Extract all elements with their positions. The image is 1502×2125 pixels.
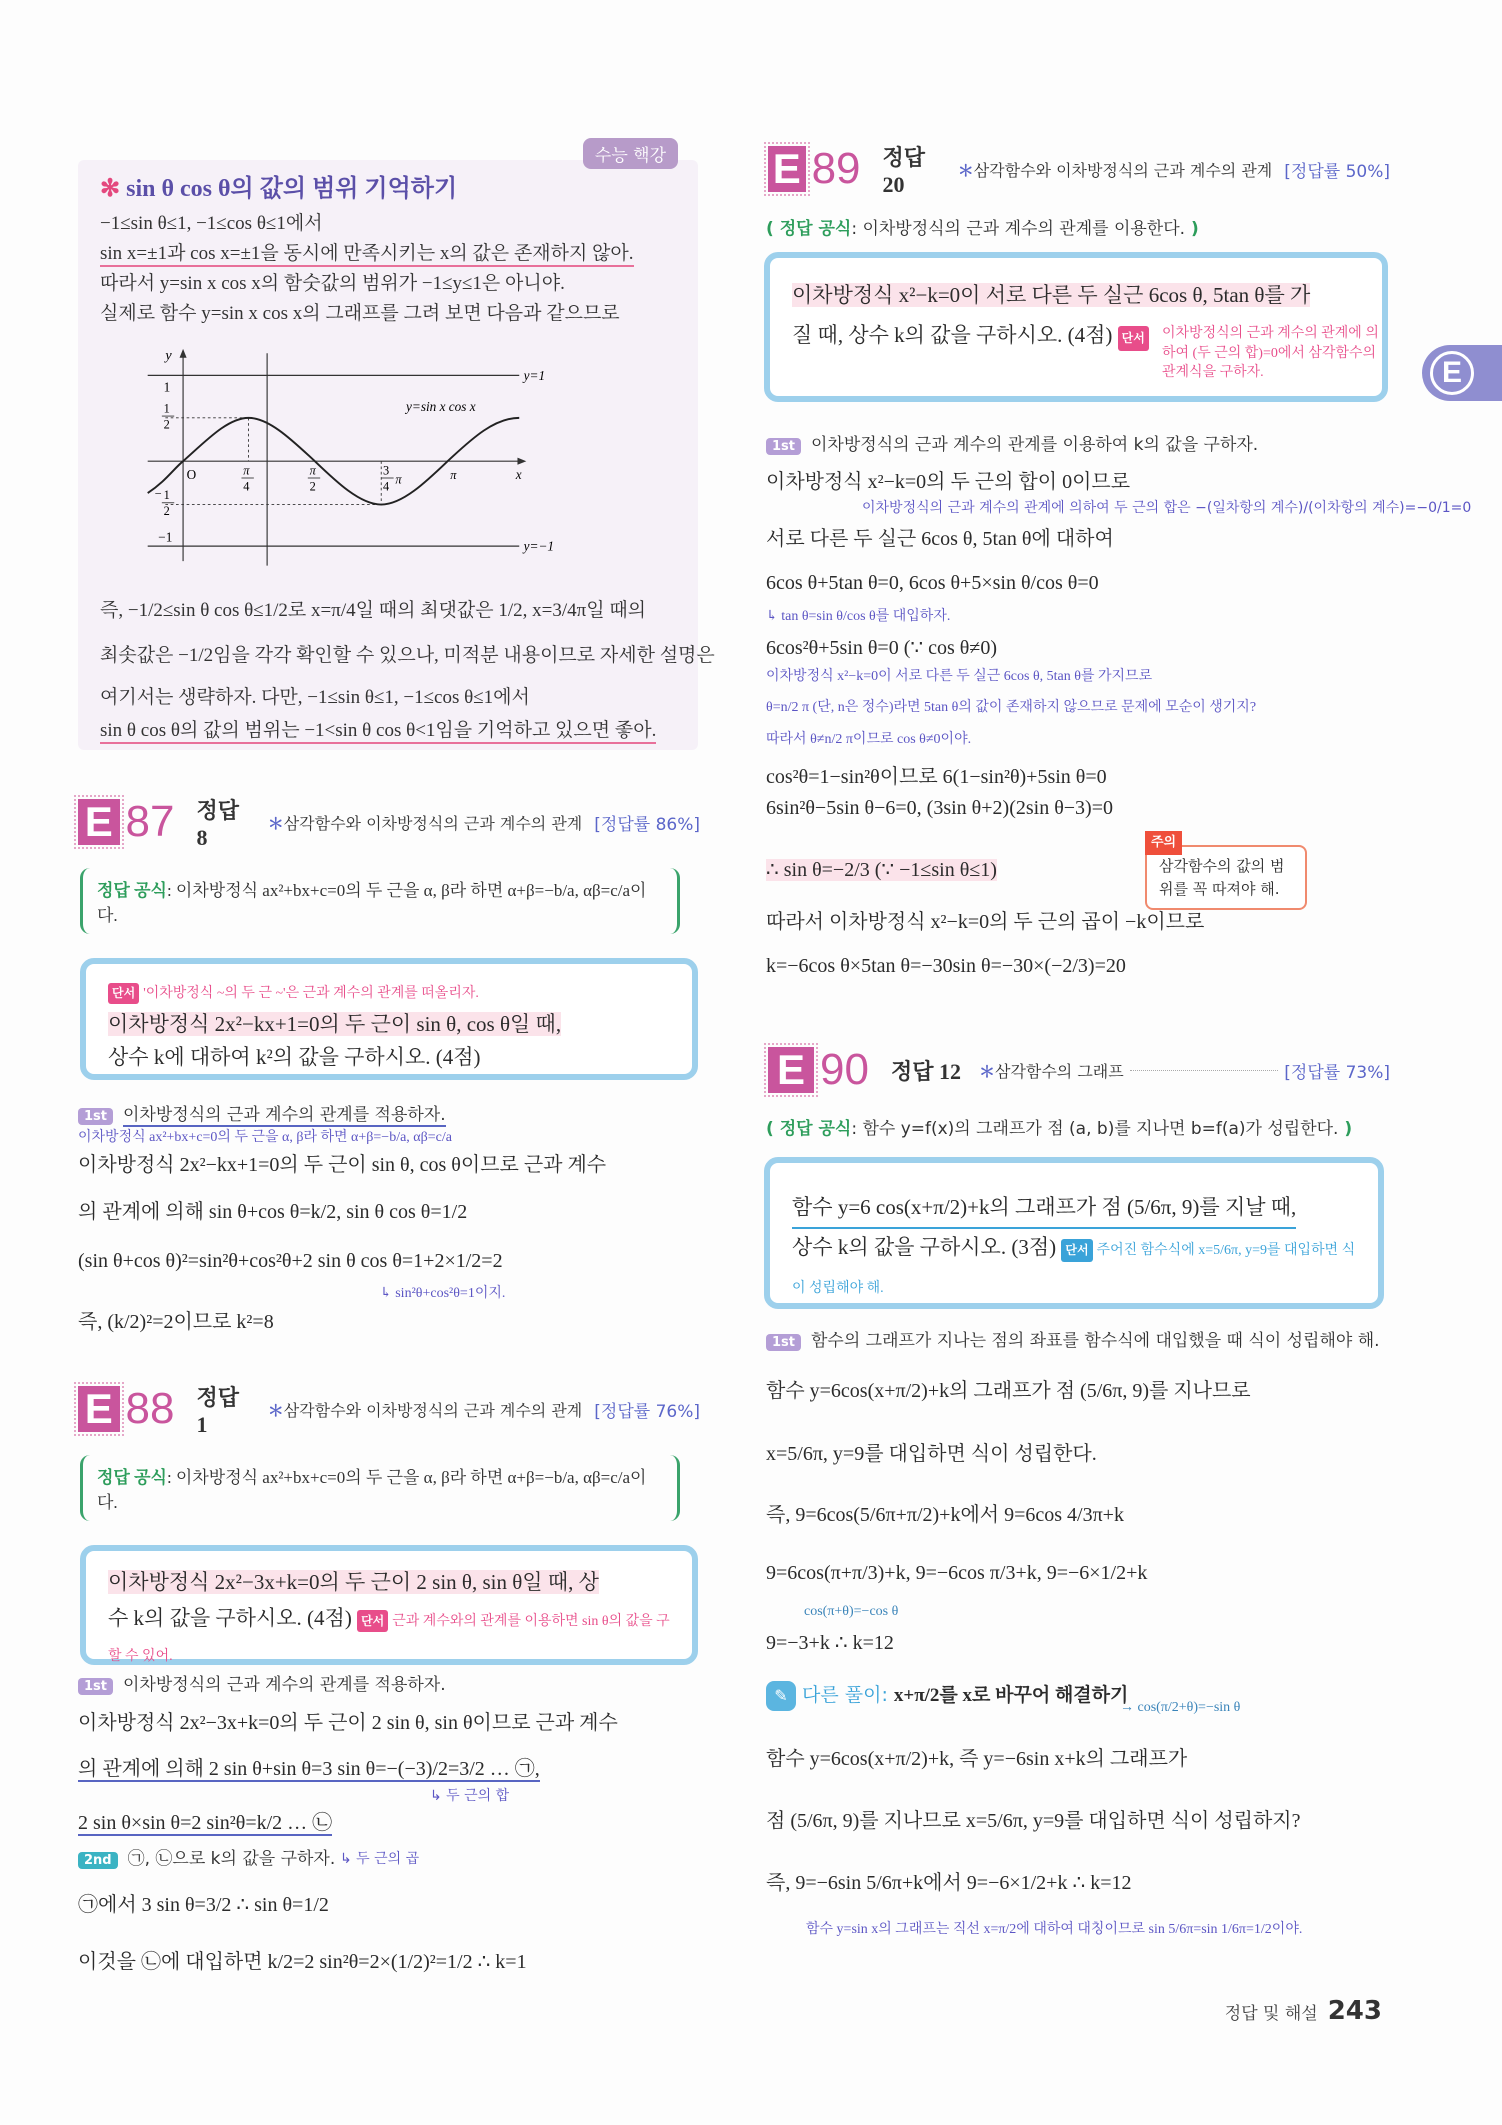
svg-text:y=1: y=1	[523, 367, 546, 383]
note: cos(π+θ)=−cos θ	[804, 1604, 899, 1619]
solution-line: 점 (5/6π, 9)를 지나므로 x=5/6π, y=9를 대입하면 식이 성립하지?	[766, 1810, 1301, 1832]
question-line: 이차방정식 2x²−kx+1=0의 두 근이 sin θ, cos θ일 때,	[108, 1011, 562, 1036]
hint-tag: 단서	[357, 1610, 388, 1632]
note: ↳ tan θ=sin θ/cos θ를 대입하자.	[766, 609, 951, 624]
answer-label: 정답 1	[196, 1384, 239, 1437]
formula-key: 정답 공식	[97, 881, 167, 900]
solution-line: k=−6cos θ×5tan θ=−30sin θ=−30×(−2/3)=20	[766, 955, 1126, 977]
solution-line: (sin θ+cos θ)²=sin²θ+cos²θ+2 sin θ cos θ=1+2×1/2=2	[78, 1250, 503, 1272]
alt-solution-icon: ✎	[766, 1681, 796, 1711]
correct-rate: [정답률 76%]	[594, 1401, 700, 1422]
note: 함수 y=sin x의 그래프는 직선 x=π/2에 대하여 대칭이므로 sin 5/6π=sin 1/6π=1/2이야.	[806, 1922, 1303, 1937]
problem-87-header	[78, 795, 700, 849]
problem-number: 87	[125, 797, 175, 846]
problem-number: 89	[811, 144, 861, 193]
svg-text:y=−1: y=−1	[523, 538, 555, 554]
solution-line: 서로 다른 두 실근 6cos θ, 5tan θ에 대하여	[766, 528, 1114, 550]
info-box	[78, 146, 715, 750]
svg-text:O: O	[186, 466, 197, 482]
note: → cos(π/2+θ)=−sin θ	[1120, 1700, 1241, 1715]
sin-cos-graph	[130, 330, 590, 580]
svg-text:1: 1	[163, 401, 170, 416]
page-footer	[1225, 1996, 1382, 2026]
info-line: 여기서는 생략하자. 다만, −1≤sin θ≤1, −1≤cos θ≤1에서	[100, 687, 530, 708]
info-line: 최솟값은 −1/2임을 각각 확인할 수 있으나, 미적분 내용이므로 자세한 설명은	[100, 645, 715, 666]
answer-label: 정답 12	[890, 1058, 961, 1084]
svg-text:2: 2	[163, 504, 170, 519]
svg-text:2: 2	[309, 479, 316, 494]
info-line: 즉, −1/2≤sin θ cos θ≤1/2로 x=π/4일 때의 최댓값은 1/2, x=3/4π일 때의	[100, 600, 647, 621]
note: ↳ 두 근의 합	[430, 1788, 510, 1804]
svg-text:1: 1	[163, 488, 170, 503]
solution-line: 6cos θ+5tan θ=0, 6cos θ+5×sin θ/cos θ=0	[766, 572, 1099, 594]
correct-rate: [정답률 86%]	[594, 814, 700, 835]
svg-text:y=sin x cos x: y=sin x cos x	[406, 398, 476, 414]
e-badge: E	[78, 799, 120, 845]
question-line: 이차방정식 2x²−3x+k=0의 두 근이 2 sin θ, sin θ일 때, 상	[108, 1570, 599, 1594]
problem-90-box: 함수 y=6 cos(x+π/2)+k의 그래프가 점 (5/6π, 9)를 지날 때, 상수 k의 값을 구하시오. (3점) 단서 주어진 함수식에 x=5/6π, y=9를 대입하면 식이 성립해야 해.	[764, 1157, 1384, 1309]
question-line: 함수 y=6 cos(x+π/2)+k의 그래프가 점 (5/6π, 9)를 지날 때,	[792, 1189, 1296, 1229]
solution-line: 이것을 ㉡에 대입하면 k/2=2 sin²θ=2×(1/2)²=1/2 ∴ k=1	[78, 1951, 527, 1973]
formula-box: 정답 공식: 이차방정식 ax²+bx+c=0의 두 근을 α, β라 하면 α+β=−b/a, αβ=c/a이다.	[80, 868, 680, 934]
solution-line: 즉, 9=−6sin 5/6π+k에서 9=−6×1/2+k ∴ k=12	[766, 1872, 1132, 1894]
svg-text:3: 3	[383, 463, 390, 478]
question-line: 수 k의 값을 구하시오. (4점)	[108, 1605, 352, 1630]
info-line: 따라서 y=sin x cos x의 함숫값의 범위가 −1≤y≤1은 아니야.	[100, 273, 565, 294]
correct-rate: [정답률 50%]	[1284, 161, 1390, 182]
solution-line: 따라서 이차방정식 x²−k=0의 두 근의 곱이 −k이므로	[766, 911, 1205, 933]
note: 따라서 θ≠n/2 π이므로 cos θ≠0이야.	[766, 732, 972, 747]
info-title: ✻ sin θ cos θ의 값의 범위 기억하기	[100, 176, 458, 202]
topic: ＊삼각함수와 이차방정식의 근과 계수의 관계	[957, 160, 1273, 180]
solution-line: 9=−3+k ∴ k=12	[766, 1632, 894, 1654]
svg-text:π: π	[395, 472, 402, 487]
chapter-e-icon: E	[1430, 351, 1474, 395]
e-badge: E	[768, 146, 806, 192]
formula-key: 정답 공식	[97, 1468, 167, 1487]
svg-text:−: −	[154, 486, 162, 501]
solution-line: 6cos²θ+5sin θ=0 (∵ cos θ≠0)	[766, 637, 997, 659]
problem-89-box: 이차방정식 x²−k=0이 서로 다른 두 실근 6cos θ, 5tan θ를 가 질 때, 상수 k의 값을 구하시오. (4점) 단서 이차방정식의 근과 계수의 관계에 의하여 (두 근의 합)=0에서 삼각함수의 관계식을 구하자.	[764, 252, 1388, 402]
note: 이차방정식 x²−k=0이 서로 다른 두 실근 6cos θ, 5tan θ를 가지므로	[766, 669, 1153, 684]
solution-line: 즉, 9=6cos(5/6π+π/2)+k에서 9=6cos 4/3π+k	[766, 1504, 1124, 1526]
e-badge: E	[768, 1047, 814, 1093]
topic: ＊삼각함수와 이차방정식의 근과 계수의 관계	[267, 1400, 583, 1420]
footer-label: 정답 및 해설	[1224, 2004, 1318, 2024]
hint-text: '이차방정식 ~의 두 근 ~'은 근과 계수의 관계를 떠올리자.	[143, 986, 479, 1001]
caution-box: 주의 삼각함수의 값의 범위를 꼭 따져야 해.	[1145, 845, 1307, 910]
problem-87-box	[80, 958, 698, 1080]
solution-line: cos²θ=1−sin²θ이므로 6(1−sin²θ)+5sin θ=0	[766, 766, 1107, 788]
problem-89-header	[768, 142, 1390, 196]
note: ↳ sin²θ+cos²θ=1이지.	[380, 1286, 506, 1301]
alt-solution-title: ✎ 다른 풀이: x+π/2를 x로 바꾸어 해결하기	[766, 1680, 1128, 1711]
chapter-tab[interactable]	[1422, 345, 1502, 401]
step-1: 1st 이차방정식의 근과 계수의 관계를 적용하자.	[78, 1670, 446, 1695]
topic: ＊삼각함수의 그래프	[978, 1061, 1124, 1081]
solution-line: 함수 y=6cos(x+π/2)+k, 즉 y=−6sin x+k의 그래프가	[766, 1748, 1188, 1770]
answer-label: 정답 8	[196, 797, 239, 850]
solution-line: 6sin²θ−5sin θ−6=0, (3sin θ+2)(2sin θ−3)=0	[766, 797, 1113, 819]
solution-line: 이차방정식 x²−k=0의 두 근의 합이 0이므로	[766, 471, 1131, 493]
note: θ=n/2 π (단, n은 정수)라면 5tan θ의 값이 존재하지 않으므로 문제에 모순이 생기지?	[766, 700, 1257, 715]
problem-90-header	[768, 1043, 1390, 1097]
svg-text:2: 2	[163, 417, 170, 432]
question-line: 상수 k에 대하여 k²의 값을 구하시오. (4점)	[108, 1045, 481, 1070]
hint-tag: 단서	[108, 983, 139, 1004]
note: ↳ 두 근의 곱	[340, 1851, 420, 1867]
page-number: 243	[1327, 1996, 1382, 2026]
question-line: 이차방정식 x²−k=0이 서로 다른 두 실근 6cos θ, 5tan θ를 가	[792, 283, 1311, 307]
hint-text: 주어진 함수식에 x=5/6π, y=9를 대입하면 식이 성립해야 해.	[792, 1242, 1356, 1296]
e-badge: E	[78, 1386, 120, 1432]
topic: ＊삼각함수와 이차방정식의 근과 계수의 관계	[267, 813, 583, 833]
note: 이차방정식 ax²+bx+c=0의 두 근을 α, β라 하면 α+β=−b/a, αβ=c/a	[78, 1130, 452, 1145]
step-2: 2nd ㉠, ㉡으로 k의 값을 구하자.	[78, 1844, 335, 1869]
problem-88-box	[80, 1545, 698, 1665]
answer-label: 정답 20	[882, 144, 926, 197]
leader-dots	[1130, 1070, 1279, 1071]
formula-box: 정답 공식: 이차방정식 ax²+bx+c=0의 두 근을 α, β라 하면 α+β=−b/a, αβ=c/a이다.	[80, 1455, 680, 1521]
hint-text: 근과 계수와의 관계를 이용하면 sin θ의 값을 구할 수 있어.	[108, 1613, 670, 1665]
svg-text:−1: −1	[158, 529, 173, 545]
question-line: 상수 k의 값을 구하시오. (3점)	[792, 1234, 1057, 1259]
hint-text: 이차방정식의 근과 계수의 관계에 의하여 (두 근의 합)=0에서 삼각함수의 관계식을 구하자.	[1162, 326, 1379, 381]
solution-line: x=5/6π, y=9를 대입하면 식이 성립한다.	[766, 1443, 1097, 1465]
svg-text:π: π	[450, 467, 457, 482]
info-line: −1≤sin θ≤1, −1≤cos θ≤1에서	[100, 213, 323, 234]
solution-line: 의 관계에 의해 2 sin θ+sin θ=3 sin θ=−(−3)/2=3/2 … ㉠,	[78, 1758, 540, 1780]
info-line: sin x=±1과 cos x=±1을 동시에 만족시키는 x의 값은 존재하지 않아.	[100, 238, 634, 267]
correct-rate: [정답률 73%]	[1284, 1062, 1390, 1083]
svg-text:y: y	[165, 347, 172, 364]
solution-line: 즉, (k/2)²=2이므로 k²=8	[78, 1311, 274, 1333]
svg-text:x: x	[515, 466, 522, 482]
info-tag: 수능 핵강	[583, 138, 678, 169]
problem-number: 90	[820, 1045, 869, 1094]
solution-line: 의 관계에 의해 sin θ+cos θ=k/2, sin θ cos θ=1/2	[78, 1201, 468, 1223]
asterisk-icon: ✻	[100, 176, 121, 202]
step-tag: 1st	[78, 1108, 113, 1125]
svg-text:1: 1	[163, 379, 171, 395]
svg-text:4: 4	[243, 479, 250, 494]
step-1: 1st 함수의 그래프가 지나는 점의 좌표를 함수식에 대입했을 때 식이 성립해야 해.	[766, 1326, 1380, 1351]
info-line: 실제로 함수 y=sin x cos x의 그래프를 그려 보면 다음과 같으므로	[100, 303, 620, 324]
problem-number: 88	[125, 1384, 175, 1433]
step-1: 1st 이차방정식의 근과 계수의 관계를 이용하여 k의 값을 구하자.	[766, 430, 1258, 455]
caution-tag: 주의	[1145, 831, 1182, 855]
solution-line: 이차방정식 2x²−kx+1=0의 두 근이 sin θ, cos θ이므로 근과 계수	[78, 1154, 607, 1176]
note: 이차방정식의 근과 계수의 관계에 의하여 두 근의 합은 −(일차항의 계수)/(이차항의 계수)=−0/1=0	[862, 500, 1472, 516]
solution-line: 9=6cos(π+π/3)+k, 9=−6cos π/3+k, 9=−6×1/2+k	[766, 1562, 1148, 1584]
formula-line: ( 정답 공식: 이차방정식의 근과 계수의 관계를 이용한다. )	[766, 219, 1199, 239]
question-line: 질 때, 상수 k의 값을 구하시오. (4점)	[792, 322, 1113, 347]
problem-88-header	[78, 1382, 700, 1436]
solution-line: 함수 y=6cos(x+π/2)+k의 그래프가 점 (5/6π, 9)를 지나므로	[766, 1380, 1251, 1402]
svg-text:π: π	[243, 463, 250, 478]
solution-line: 2 sin θ×sin θ=2 sin²θ=k/2 … ㉡	[78, 1812, 333, 1834]
svg-text:π: π	[309, 463, 316, 478]
info-line: sin θ cos θ의 값의 범위는 −1<sin θ cos θ<1임을 기억하고 있으면 좋아.	[100, 715, 656, 744]
formula-line: ( 정답 공식: 함수 y=f(x)의 그래프가 점 (a, b)를 지나면 b=f(a)가 성립한다. )	[766, 1119, 1353, 1139]
step-1: 1st 이차방정식의 근과 계수의 관계를 적용하자.	[78, 1100, 446, 1125]
solution-line: 이차방정식 2x²−3x+k=0의 두 근이 2 sin θ, sin θ이므로 근과 계수	[78, 1712, 618, 1734]
svg-text:4: 4	[383, 479, 390, 494]
solution-line: ㉠에서 3 sin θ=3/2 ∴ sin θ=1/2	[78, 1894, 329, 1916]
solution-line: ∴ sin θ=−2/3 (∵ −1≤sin θ≤1)	[766, 859, 997, 881]
